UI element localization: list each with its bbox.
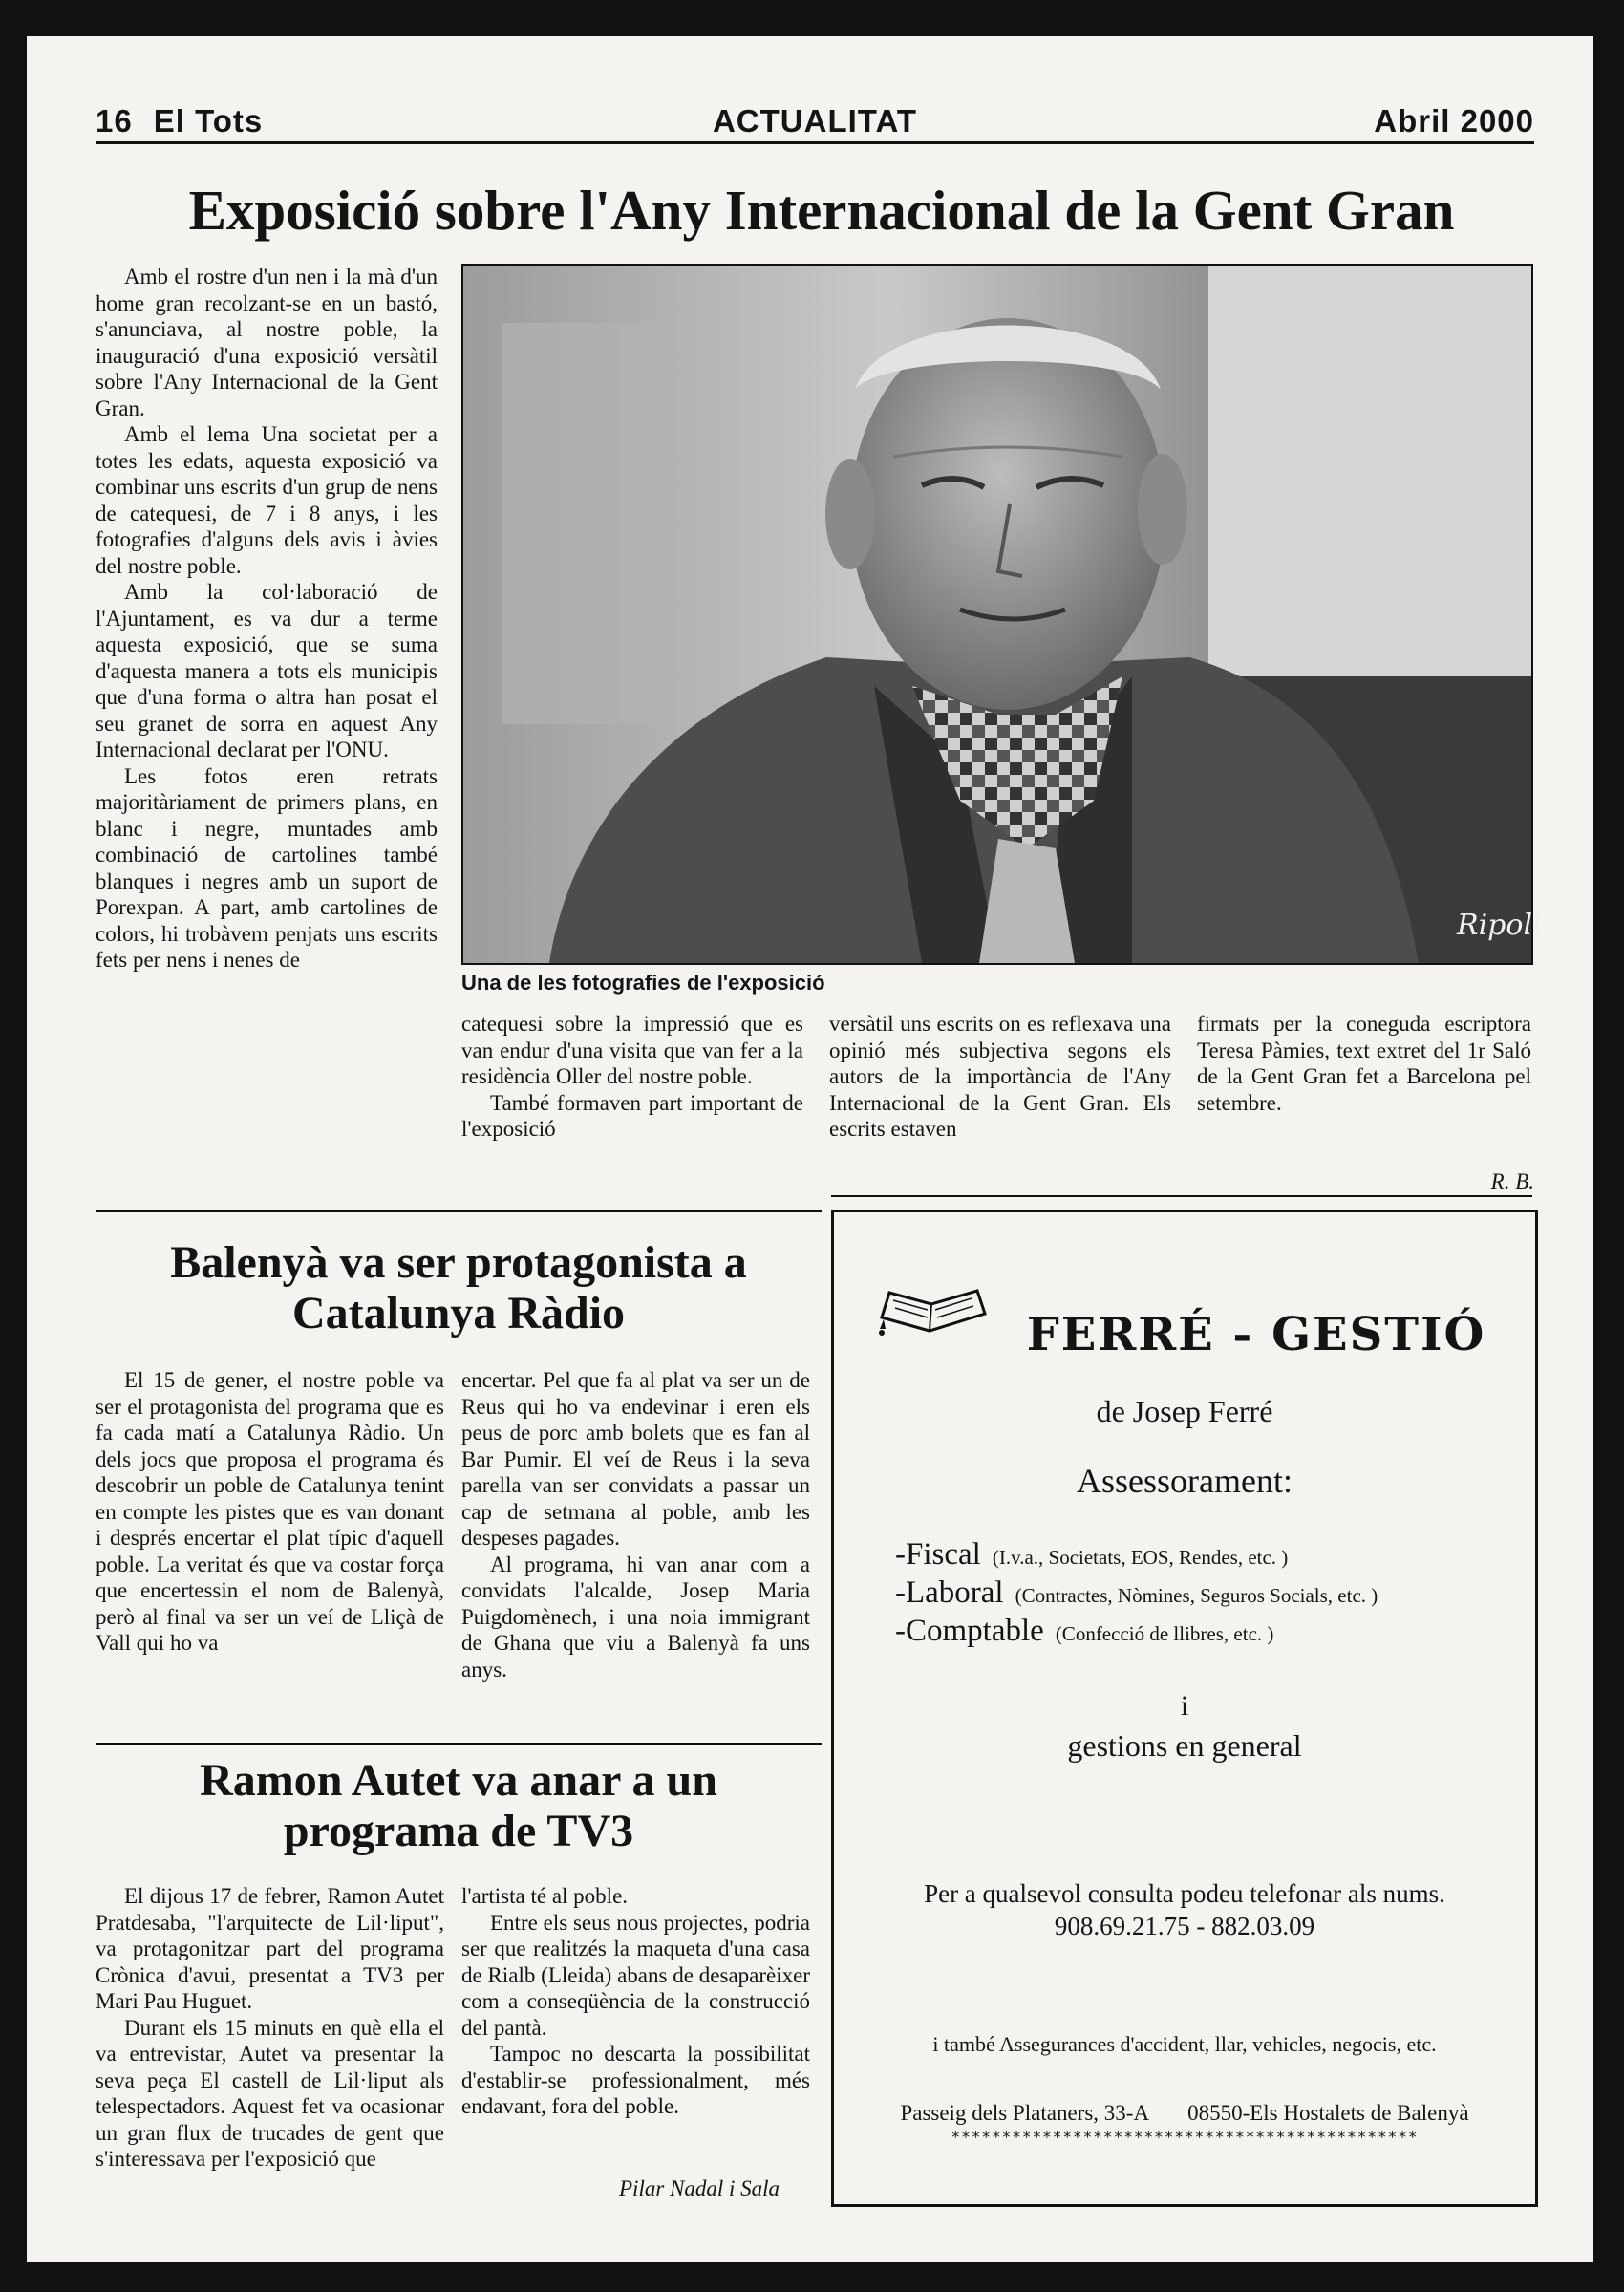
article1-paragraph: Amb el rostre d'un nen i la mà d'un home gran recolzant-se en un bastó, s'anunciava, al nostre poble, la inauguració d'una exposició versàtil sobre l'Any Internacional de la Gent Gran. [96,265,438,420]
article1-paragraph: Amb la col·laboració de l'Ajuntament, es va dur a terme aquesta exposició, que se suma d'aquesta manera a tots els municipis que d'una forma o altra han posat el seu granet de sorra en aquest Any Internacional declarat per l'ONU. [96,580,438,761]
article1-left-column [96,264,438,1205]
service-detail: (I.v.a., Societats, EOS, Rendes, etc. ) [992,1546,1289,1569]
newspaper-page [27,36,1593,2262]
service-detail: (Contractes, Nòmines, Seguros Socials, etc. ) [1015,1584,1378,1607]
ad-star-border: ********************************************** [951,2128,1419,2146]
article2-paragraph: encertar. Pel que fa al plat va ser un de Reus qui ho va endevinar i eren els peus de porc amb bolets que es fan al Bar Pumir. El veí de Reus i la seva parella van ser convidats a passar un cap de setmana al poble, amb les despeses pagades. [461,1368,810,1550]
article2-title-line: Catalunya Ràdio [291,1287,626,1339]
publication-name: El Tots [153,103,264,139]
ad-contact-text: Per a qualsevol consulta podeu telefonar als nums. [924,1879,1445,1908]
ad-service-item [895,1575,1378,1611]
article3-author: Pilar Nadal i Sala [619,2176,780,2200]
article3-title [96,1756,822,1857]
article1-paragraph: També formaven part important de l'exposició [461,1090,803,1141]
service-name: -Comptable [895,1614,1044,1648]
article2-column-2 [461,1367,810,1740]
article1-paragraph: firmats per la coneguda escriptora Teresa Pàmies, text extret del 1r Saló de la Gent Gran fet a Barcelona pel setembre. [1197,1012,1531,1115]
section-name: ACTUALITAT [712,103,918,139]
ad-heading: Assessorament: [1077,1462,1293,1500]
article3-column-2 [461,1883,810,2170]
article1-title: Exposició sobre l'Any Internacional de la Gent Gran [188,179,1455,242]
article1-paragraph: Amb el lema Una societat per a totes les edats, aquesta exposició va combinar uns escrits d'un grup de nens de catequesi, de 7 i 8 anys, i les fotografies d'alguns dels avis i àvies del nostre poble. [96,422,438,578]
article1-paragraph: Les fotos eren retrats majoritàriament de primers plans, en blanc i negre, muntades amb combinació de cartolines també blanques i negres amb un suport de Porexpan. A part, amb cartolines de colors, hi trobàvem penjats uns escrits fets per nens i nenes de [96,763,438,972]
ad-conjunction: i [1180,1690,1189,1722]
article3-paragraph: l'artista té al poble. [461,1884,629,1908]
article2-bottom-rule [96,1743,822,1745]
ad-city: 08550-Els Hostalets de Balenyà [1187,2101,1469,2125]
article1-column-2 [461,1011,803,1207]
article1-bottom-rule [96,1210,822,1212]
elderly-man-portrait-image [463,266,1542,963]
issue-date: Abril 2000 [1374,103,1534,139]
page-number: 16 [96,103,133,139]
ferre-gestio-advertisement [831,1210,1538,2207]
article2-paragraph: El 15 de gener, el nostre poble va ser el protagonista del programa que es fa cada matí a Catalunya Ràdio. Un dels jocs que proposa el programa és descobrir un poble de Catalunya tenint en compte les pistes que es van donant i després encertar el plat típic d'aquell poble. La veritat és que va costar força que encertessin el nom de Balenyà, però al final va ser un veí de Lliçà de Vall qui ho va [96,1368,444,1655]
page-header [96,105,1534,144]
article3-title-line: programa de TV3 [283,1805,634,1856]
article3-title-line: Ramon Autet va anar a un [200,1755,717,1806]
article1-column-4 [1197,1011,1531,1164]
article1-paragraph: catequesi sobre la impressió que es van endur d'una visita que van fer a la residència Oller del nostre poble. [461,1012,803,1088]
article3-paragraph: Entre els seus nous projectes, podria ser que realitzés la maqueta d'una casa de Rialb (Lleida) abans de desaparèixer com a conseqüència de la construcció del pantà. [461,1910,810,2040]
ad-service-item [895,1614,1273,1649]
article2-title [96,1238,822,1339]
service-name: -Laboral [895,1575,1004,1610]
article2-title-line: Balenyà va ser protagonista a [170,1237,747,1288]
article3-column-1 [96,1883,444,2213]
article2-paragraph: Al programa, hi van anar com a convidats l'alcalde, Josep Maria Puigdomènech, i una noia immigrant de Ghana que viu a Balenyà fa uns anys. [461,1552,810,1682]
ad-address: Passeig dels Plataners, 33-A [900,2101,1150,2125]
ad-phone-numbers: 908.69.21.75 - 882.03.09 [1054,1912,1315,1940]
ad-general-services: gestions en general [1067,1728,1302,1763]
article1-author: R. B. [1490,1169,1534,1193]
ad-address-line [834,2101,1535,2126]
ad-business-name: FERRÉ - GESTIÓ [1026,1308,1486,1361]
exhibition-photo [461,264,1542,965]
article1-column-3 [829,1011,1171,1207]
article3-paragraph: El dijous 17 de febrer, Ramon Autet Pratdesaba, "l'arquitecte de Lil·liput", va protagonitzar part del programa Crònica d'avui, presentat a TV3 per Mari Pau Huguet. [96,1884,444,2013]
photo-caption: Una de les fotografies de l'exposició [461,971,825,995]
ad-service-item [895,1537,1288,1573]
article2-column-1 [96,1367,444,1740]
article3-paragraph: Durant els 15 minuts en què ella el va entrevistar, Autet va presentar la seva peça El castell de Lil·liput als telespectadors. Aquest fet va ocasionar un gran flux de trucades de gent que s'interessava per l'exposició que [96,2015,444,2171]
service-name: -Fiscal [895,1537,981,1572]
article1-bottom-rule-right [831,1195,1532,1197]
photo-signature: Ripoll [1457,909,1542,942]
ad-insurance-text: i també Assegurances d'accident, llar, vehicles, negocis, etc. [932,2032,1437,2056]
service-detail: (Confecció de llibres, etc. ) [1055,1622,1274,1645]
ad-owner: de Josep Ferré [1096,1394,1273,1428]
article3-paragraph: Tampoc no descarta la possibilitat d'establir-se professionalment, més endavant, fora del poble. [461,2042,810,2118]
article1-paragraph: versàtil uns escrits on es reflexava una opinió més subjectiva segons els autors de la importància de l'Any Internacional de la Gent Gran. Els escrits estaven [829,1012,1171,1141]
